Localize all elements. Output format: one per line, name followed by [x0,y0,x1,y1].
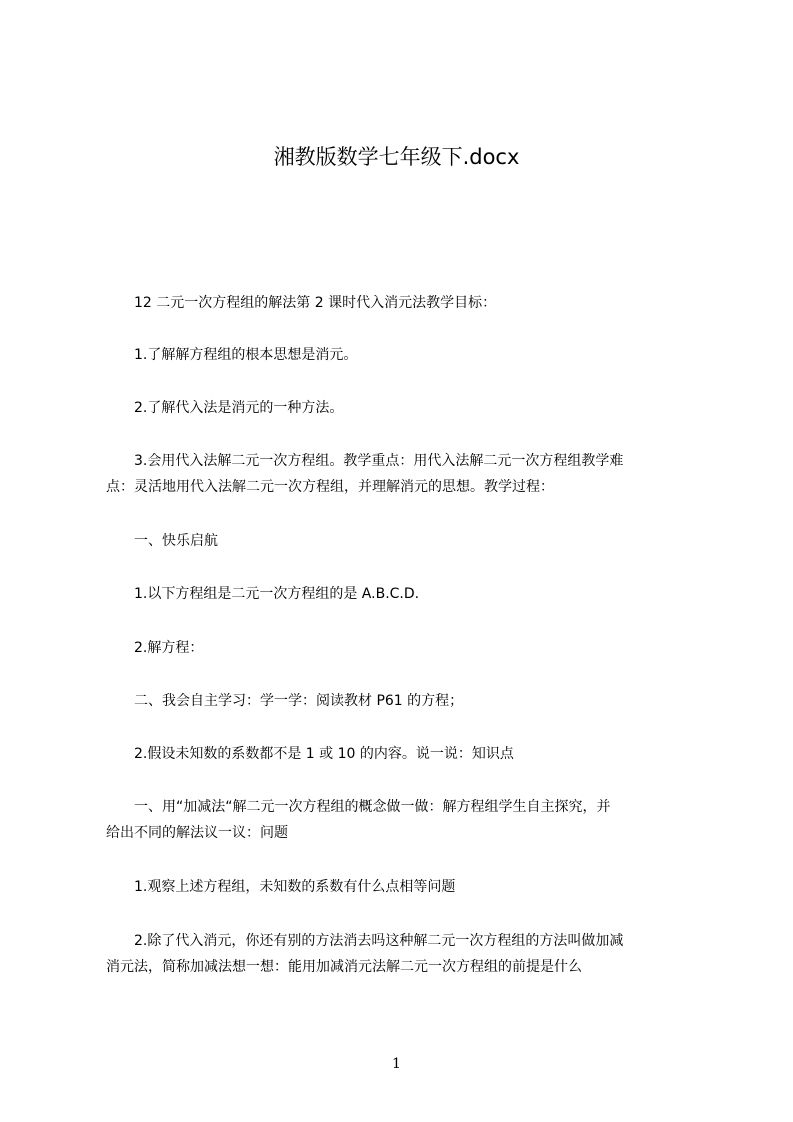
paragraph-line: 3.会用代入法解二元一次方程组。教学重点：用代入法解二元一次方程组教学难 [134,453,624,469]
paragraph-line: 1.观察上述方程组，未知数的系数有什么点相等问题 [134,879,456,895]
section-heading-self-study [106,688,702,714]
paragraph-question-1 [106,874,702,900]
paragraph-line: 消元法，简称加减法想一想：能用加减消元法解二元一次方程组的前提是什么 [106,959,582,975]
paragraph-goal-3 [106,448,702,500]
paragraph-item-2 [106,635,702,661]
section-heading-happy-start [106,528,702,554]
paragraph-line: 2.解方程： [134,640,204,656]
paragraph-question-2 [106,928,702,980]
paragraph-goal-2 [106,395,702,421]
paragraph-line: 12 二元一次方程组的解法第 2 课时代入消元法教学目标： [134,295,497,311]
paragraph-line: 2.除了代入消元，你还有别的方法消去吗这种解二元一次方程组的方法叫做加减 [134,933,624,949]
page-number: 1 [392,1056,401,1072]
paragraph-line: 点：灵活地用代入法解二元一次方程组，并理解消元的思想。教学过程： [106,479,554,495]
paragraph-line: 一、用“加减法“解二元一次方程组的概念做一做：解方程组学生自主探究，并 [134,799,611,815]
paragraph-lesson-heading [106,290,702,316]
paragraph-line: 1.以下方程组是二元一次方程组的是 A.B.C.D. [134,586,420,602]
paragraph-line: 1.了解解方程组的根本思想是消元。 [134,347,358,363]
paragraph-goal-1 [106,342,702,368]
document-title: 湘教版数学七年级下.docx [273,145,520,169]
paragraph-addition-method [106,794,702,846]
paragraph-line: 二、我会自主学习：学一学：阅读教材 P61 的方程； [134,693,464,709]
paragraph-line: 给出不同的解法议一议：问题 [106,825,288,841]
paragraph-coefficients [106,741,702,767]
paragraph-line: 2.了解代入法是消元的一种方法。 [134,400,344,416]
paragraph-item-1 [106,581,702,607]
paragraph-line: 2.假设未知数的系数都不是 1 或 10 的内容。说一说：知识点 [134,746,514,762]
paragraph-line: 一、快乐启航 [134,533,218,549]
